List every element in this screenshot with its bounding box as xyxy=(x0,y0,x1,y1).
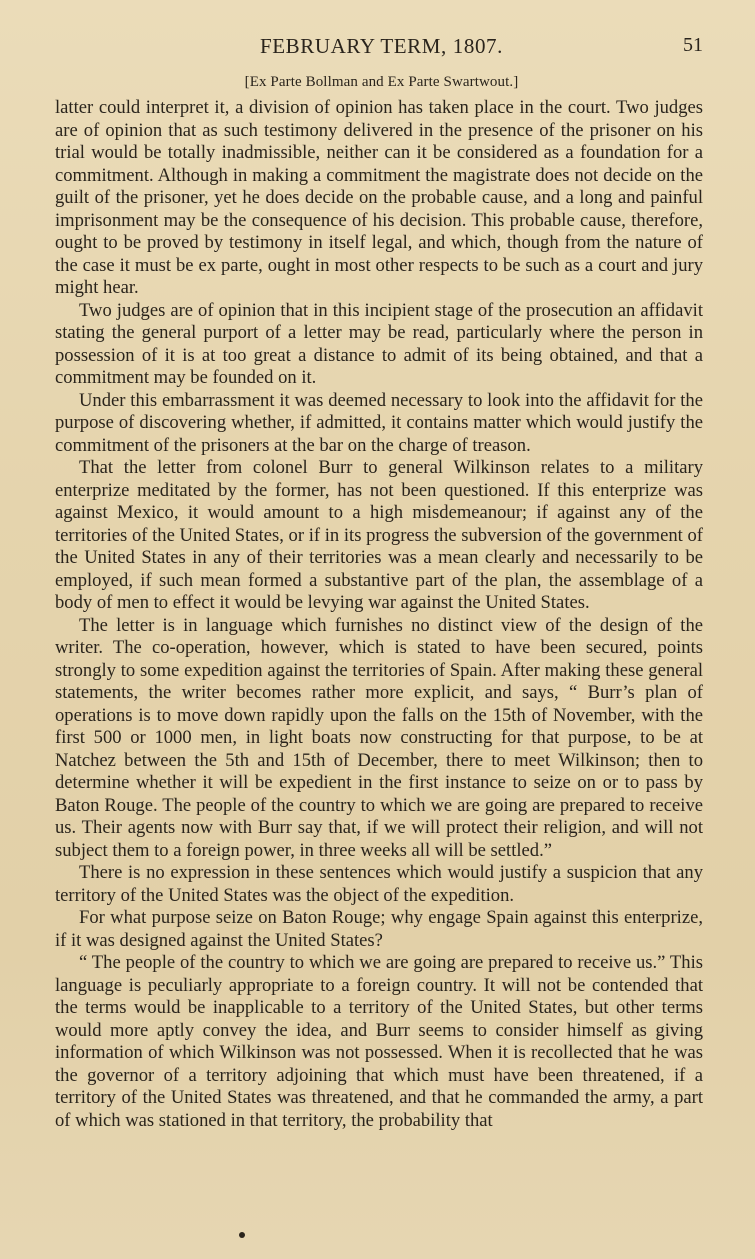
paragraph-4: That the letter from colonel Burr to general Wilkinson relates to a military enterprize meditated by the former, has not been questioned. If this enterprize was against Mexico, it would amount to a high misdemeanour; if against any of the territories of the United States, or if in its progress the subversion of the government of the United States in any of their territories was a mean clearly and necessarily to be employed, if such mean formed a substantive part of the plan, the assemblage of a body of men to effect it would be levying war against the United States. xyxy=(55,457,703,613)
paragraph-5: The letter is in language which furnishes no distinct view of the design of the writer. The co-operation, however, which is stated to have been secured, points strongly to some expedition against the territories of Spain. After making these general statements, the writer becomes rather more explicit, and says, “ Burr’s plan of operations is to move down rapidly upon the falls on the 15th of November, with the first 500 or 1000 men, in light boats now constructing for that purpose, to be at Natchez between the 5th and 15th of December, there to meet Wilkinson; then to determine whether it will be expedient in the first instance to seize on or to pass by Baton Rouge. The people of the country to which we are going are prepared to receive us. Their agents now with Burr say that, if we will protect their religion, and will not subject them to a foreign power, in three weeks all will be settled.” xyxy=(55,614,703,861)
paragraph-1: latter could interpret it, a division of opinion has taken place in the court. Two judges are of opinion that as such testimony delivered in the presence of the prisoner on his trial would be totally inadmissible, neither can it be considered as a foundation for a commitment. Although in making a commitment the magistrate does not decide on the guilt of the prisoner, yet he does decide on the probable cause, and a long and painful imprisonment may be the consequence of his decision. This probable cause, therefore, ought to be proved by testimony in itself legal, and which, though from the nature of the case it must be ex parte, ought in most other respects to be such as a court and jury might hear. xyxy=(55,97,703,298)
page-number: 51 xyxy=(683,34,703,56)
paragraph-3: Under this embarrassment it was deemed necessary to look into the affidavit for the purpose of discovering whether, if admitted, it contains matter which would justify the commitment of the prisoners at the bar on the charge of treason. xyxy=(55,389,703,456)
paragraph-2: Two judges are of opinion that in this incipient stage of the prosecution an affidavit stating the general purport of a letter may be read, particularly where the person in possession of it is at too great a distance to admit of its being obtained, and that a commitment may be founded on it. xyxy=(55,299,703,388)
body-text xyxy=(55,97,703,1132)
running-head: FEBRUARY TERM, 1807. xyxy=(259,34,504,58)
paragraph-6: There is no expression in these sentences which would justify a suspicion that any territory of the United States was the object of the expedition. xyxy=(55,862,703,906)
footer-dot xyxy=(239,1232,245,1238)
case-caption: [Ex Parte Bollman and Ex Parte Swartwout.] xyxy=(244,74,519,90)
paragraph-7: For what purpose seize on Baton Rouge; why engage Spain against this enterprize, if it was designed against the United States? xyxy=(55,907,703,951)
page-header xyxy=(60,34,703,64)
paragraph-8: “ The people of the country to which we are going are prepared to receive us.” This language is peculiarly appropriate to a foreign country. It will not be contended that the terms would be inapplicable to a territory of the United States, but other terms would more aptly convey the idea, and Burr seems to consider himself as giving information of which Wilkinson was not possessed. When it is recollected that he was the governor of a territory adjoining that which must have been threatened, if a territory of the United States was threatened, and that he commanded the army, a part of which was stationed in that territory, the probability that xyxy=(55,952,703,1131)
